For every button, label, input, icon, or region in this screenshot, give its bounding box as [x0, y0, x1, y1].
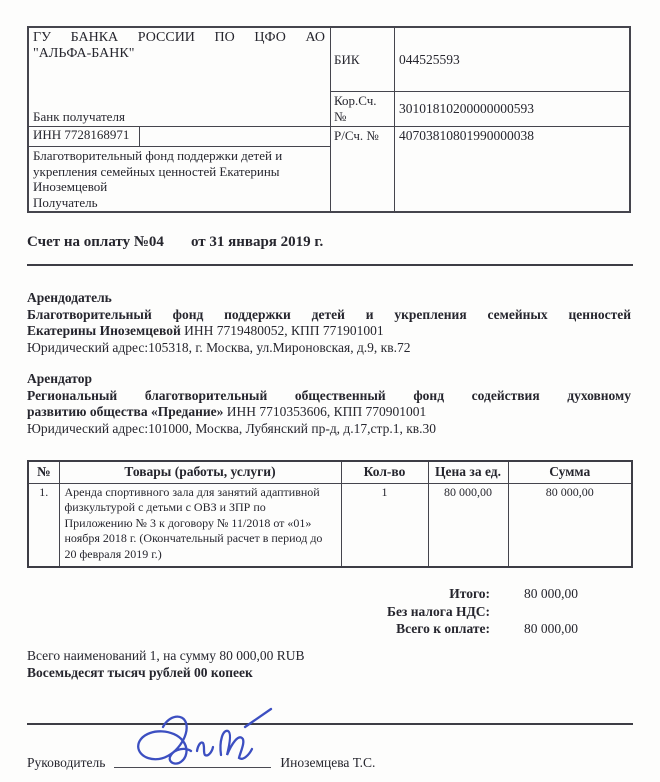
bottom-divider-line — [27, 723, 633, 725]
lessor-name-line2 — [27, 323, 631, 340]
lessor-name-bold: Екатерины Иноземцевой — [27, 323, 181, 338]
bik-row — [331, 28, 629, 92]
lessee-address: Юридический адрес:101000, Москва, Лубянский пр-д, д.17,стр.1, кв.30 — [27, 420, 437, 436]
total-due-label: Всего к оплате: — [396, 621, 490, 636]
lessee-name-bold: развитию общества «Предание» — [27, 404, 224, 419]
lessee-role-label: Арендатор — [27, 371, 92, 386]
bik-label: БИК — [331, 28, 395, 91]
bank-name-line1: ГУ БАНКА РОССИИ ПО ЦФО АО — [33, 30, 325, 45]
lessor-inn-kpp: ИНН 7719480052, КПП 771901001 — [180, 323, 384, 338]
summary-block — [27, 647, 631, 682]
recipient-name: Благотворительный фонд поддержки детей и укрепления семейных ценностей Екатерины Иноземцевой — [33, 148, 283, 194]
lessor-block — [27, 290, 631, 356]
summary-items-count: Всего наименований 1, на сумму 80 000,00 RUB — [27, 647, 305, 663]
bank-details-table — [27, 26, 631, 213]
kpp-cell-empty — [140, 127, 330, 146]
lessor-role-label: Арендодатель — [27, 290, 112, 305]
lessee-name-line1: Региональный благотворительный общественный фонд содействия духовному — [27, 387, 631, 403]
item-quantity: 1 — [341, 483, 428, 567]
items-table — [27, 460, 633, 568]
signature-row — [27, 749, 631, 771]
total-row — [27, 585, 631, 603]
invoice-date: от 31 января 2019 г. — [190, 234, 324, 250]
no-vat-value — [490, 603, 578, 621]
header-quantity: Кол-во — [341, 461, 428, 483]
no-vat-row — [27, 603, 631, 621]
lessor-name-line1: Благотворительный фонд поддержки детей и укрепления семейных ценностей — [27, 306, 631, 322]
bik-value: 044525593 — [399, 51, 460, 67]
title-divider-line — [27, 264, 633, 266]
bank-details-right-section — [331, 28, 629, 211]
summary-amount-in-words: Восемьдесят тысяч рублей 00 копеек — [27, 665, 253, 680]
lessee-inn-kpp: ИНН 7710353606, КПП 770901001 — [223, 404, 427, 419]
bank-name — [33, 30, 325, 62]
signature-role-label: Руководитель — [27, 754, 106, 770]
lessor-address: Юридический адрес:105318, г. Москва, ул.Мироновская, д.9, кв.72 — [27, 339, 411, 355]
items-header-row — [28, 461, 632, 483]
lessee-name-line2 — [27, 404, 631, 421]
korr-account-value: 30101810200000000593 — [399, 101, 534, 116]
total-due-value: 80 000,00 — [524, 621, 578, 636]
total-value: 80 000,00 — [524, 586, 578, 601]
total-due-row — [27, 620, 631, 638]
signature-line — [114, 756, 271, 768]
korr-account-row — [331, 92, 629, 127]
korr-account-label: Кор.Сч. № — [331, 92, 395, 126]
header-description: Товары (работы, услуги) — [59, 461, 341, 483]
header-sum: Сумма — [508, 461, 632, 483]
total-label: Итого: — [449, 586, 490, 601]
inn-row — [29, 127, 330, 147]
bank-name-cell — [29, 28, 330, 127]
lessee-block — [27, 371, 631, 437]
settlement-account-label: Р/Сч. № — [331, 127, 395, 211]
header-unit-price: Цена за ед. — [428, 461, 508, 483]
payee-inn: ИНН 7728168971 — [29, 127, 140, 146]
no-vat-label: Без налога НДС: — [387, 603, 490, 619]
table-row — [28, 483, 632, 567]
recipient-cell — [29, 147, 330, 211]
bank-name-line2: "АЛЬФА-БАНК" — [33, 46, 135, 61]
settlement-account-row — [331, 127, 629, 211]
item-number: 1. — [28, 483, 59, 567]
item-sum: 80 000,00 — [508, 483, 632, 567]
bank-cell-label: Банк получателя — [33, 109, 125, 124]
header-num: № — [28, 461, 59, 483]
invoice-number: Счет на оплату №04 — [27, 234, 164, 250]
invoice-title — [27, 234, 631, 251]
settlement-account-value: 40703810801990000038 — [399, 128, 534, 143]
item-unit-price: 80 000,00 — [428, 483, 508, 567]
bank-details-left-section — [29, 28, 331, 211]
signature-name: Иноземцева Т.С. — [280, 754, 376, 770]
item-description: Аренда спортивного зала для занятий адаптивной физкультурой с детьми с ОВЗ и ЗПР по Приложению № 3 к договору № 11/2018 от «01» ноября 2018 г. (Окончательный расчет в период до 20 февраля 2019 г.) — [59, 483, 341, 567]
totals-block — [27, 585, 631, 638]
recipient-cell-label: Получатель — [33, 194, 98, 210]
